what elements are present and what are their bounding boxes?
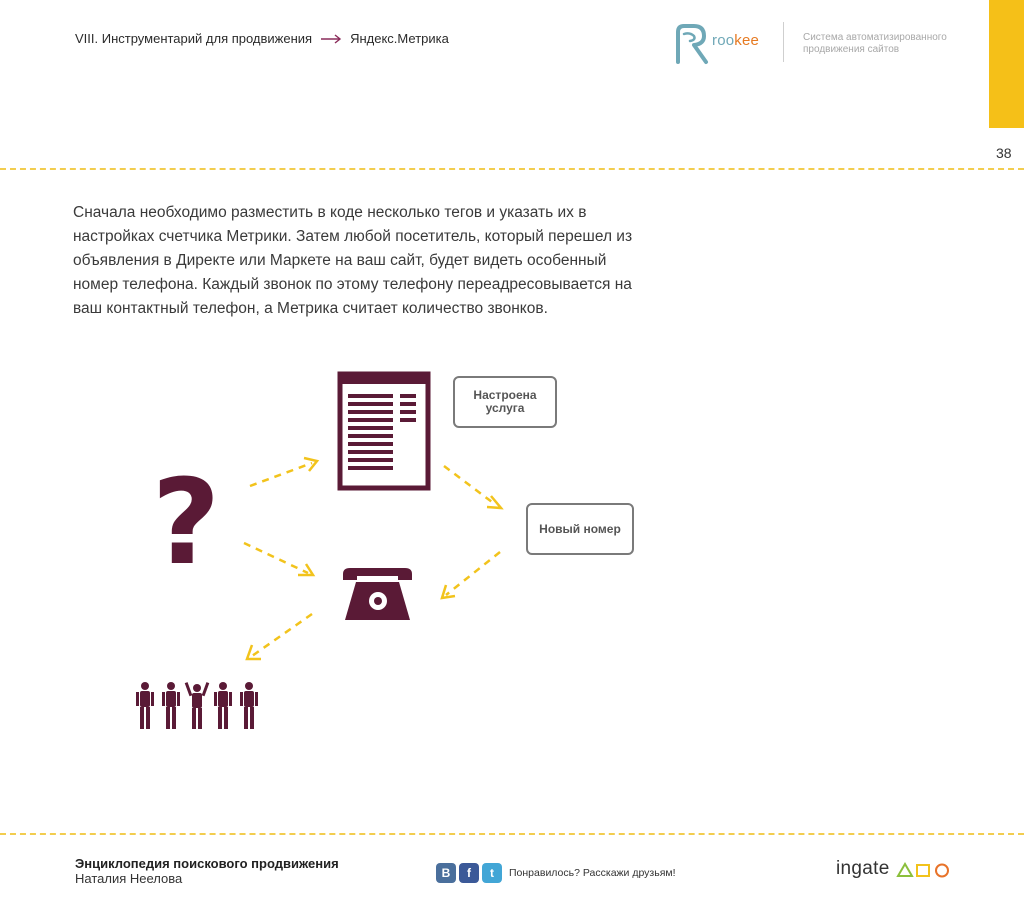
question-mark-icon: ? [151,453,221,591]
page-number: 38 [996,145,1012,161]
vk-share-button[interactable]: В [436,863,456,883]
ingate-logo: ingate [836,858,890,879]
divider-bottom [0,833,1024,835]
breadcrumb-topic: Яндекс.Метрика [350,31,449,46]
people-group-icon [136,682,258,729]
logo-text: rookee [712,32,760,49]
label-service-configured: Настроена услуга [453,376,557,428]
flow-arrows [244,463,500,656]
document-icon [340,374,428,488]
social-share-buttons [436,863,502,883]
twitter-share-button[interactable]: t [482,863,502,883]
telephone-icon [343,568,412,620]
label-new-number: Новый номер [526,503,634,555]
body-paragraph: Сначала необходимо разместить в коде несколько тегов и указать их в настройках счетчика Метрики. Затем любой посетитель, который перешел из объявления в Директе или Маркете на ваш сайт, будет видеть особенный номер телефона. Каждый звонок по этому телефону переадресовывается на ваш контактный телефон, а Метрика считает количество звонков. [73,204,633,317]
share-prompt: Понравилось? Расскажи друзьям! [509,867,676,879]
footer-author: Наталия Неелова [75,871,183,886]
facebook-share-button[interactable]: f [459,863,479,883]
ingate-marks-icon [895,861,953,879]
footer-book-title: Энциклопедия поискового продвижения [75,856,339,871]
logo-tagline: Система автоматизированного продвижения сайтов [803,32,947,55]
breadcrumb-section: VIII. Инструментарий для продвижения [75,31,313,46]
